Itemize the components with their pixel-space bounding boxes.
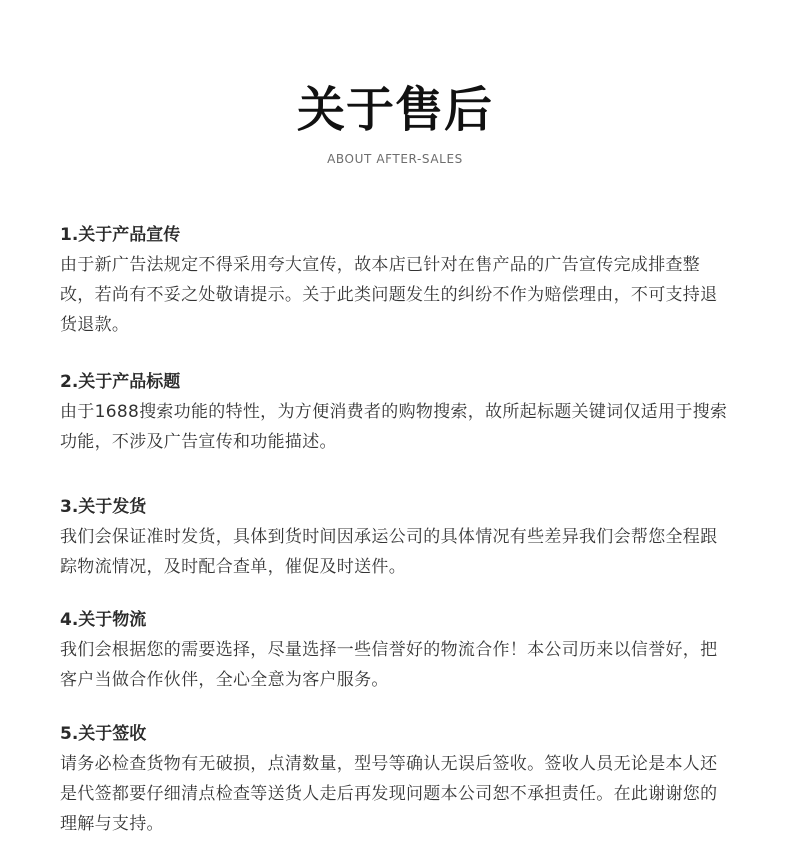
section-heading: 5.关于签收 xyxy=(60,724,147,744)
section-shipping xyxy=(60,494,730,582)
section-body: 我们会根据您的需要选择，尽量选择一些信誉好的物流合作！本公司历来以信誉好，把客户当做合作伙伴，全心全意为客户服务。 xyxy=(60,640,718,690)
section-body: 我们会保证准时发货，具体到货时间因承运公司的具体情况有些差异我们会帮您全程跟踪物流情况，及时配合查单，催促及时送件。 xyxy=(60,527,718,577)
page-subtitle: ABOUT AFTER-SALES xyxy=(327,152,463,166)
section-body: 由于1688搜索功能的特性，为方便消费者的购物搜索，故所起标题关键词仅适用于搜索功能，不涉及广告宣传和功能描述。 xyxy=(60,402,728,452)
section-product-promotion xyxy=(60,222,730,340)
section-body: 请务必检查货物有无破损，点清数量，型号等确认无误后签收。签收人员无论是本人还是代签都要仔细清点检查等送货人走后再发现问题本公司恕不承担责任。在此谢谢您的理解与支持。 xyxy=(60,754,718,834)
section-heading: 3.关于发货 xyxy=(60,497,147,517)
section-heading: 1.关于产品宣传 xyxy=(60,225,181,245)
section-logistics xyxy=(60,607,730,695)
section-product-title xyxy=(60,369,730,457)
page-title: 关于售后 xyxy=(296,82,493,138)
section-heading: 4.关于物流 xyxy=(60,610,147,630)
section-receipt xyxy=(60,721,730,839)
section-body: 由于新广告法规定不得采用夸大宣传，故本店已针对在售产品的广告宣传完成排查整改，若尚有不妥之处敬请提示。关于此类问题发生的纠纷不作为赔偿理由，不可支持退货退款。 xyxy=(60,255,718,335)
section-heading: 2.关于产品标题 xyxy=(60,372,181,392)
